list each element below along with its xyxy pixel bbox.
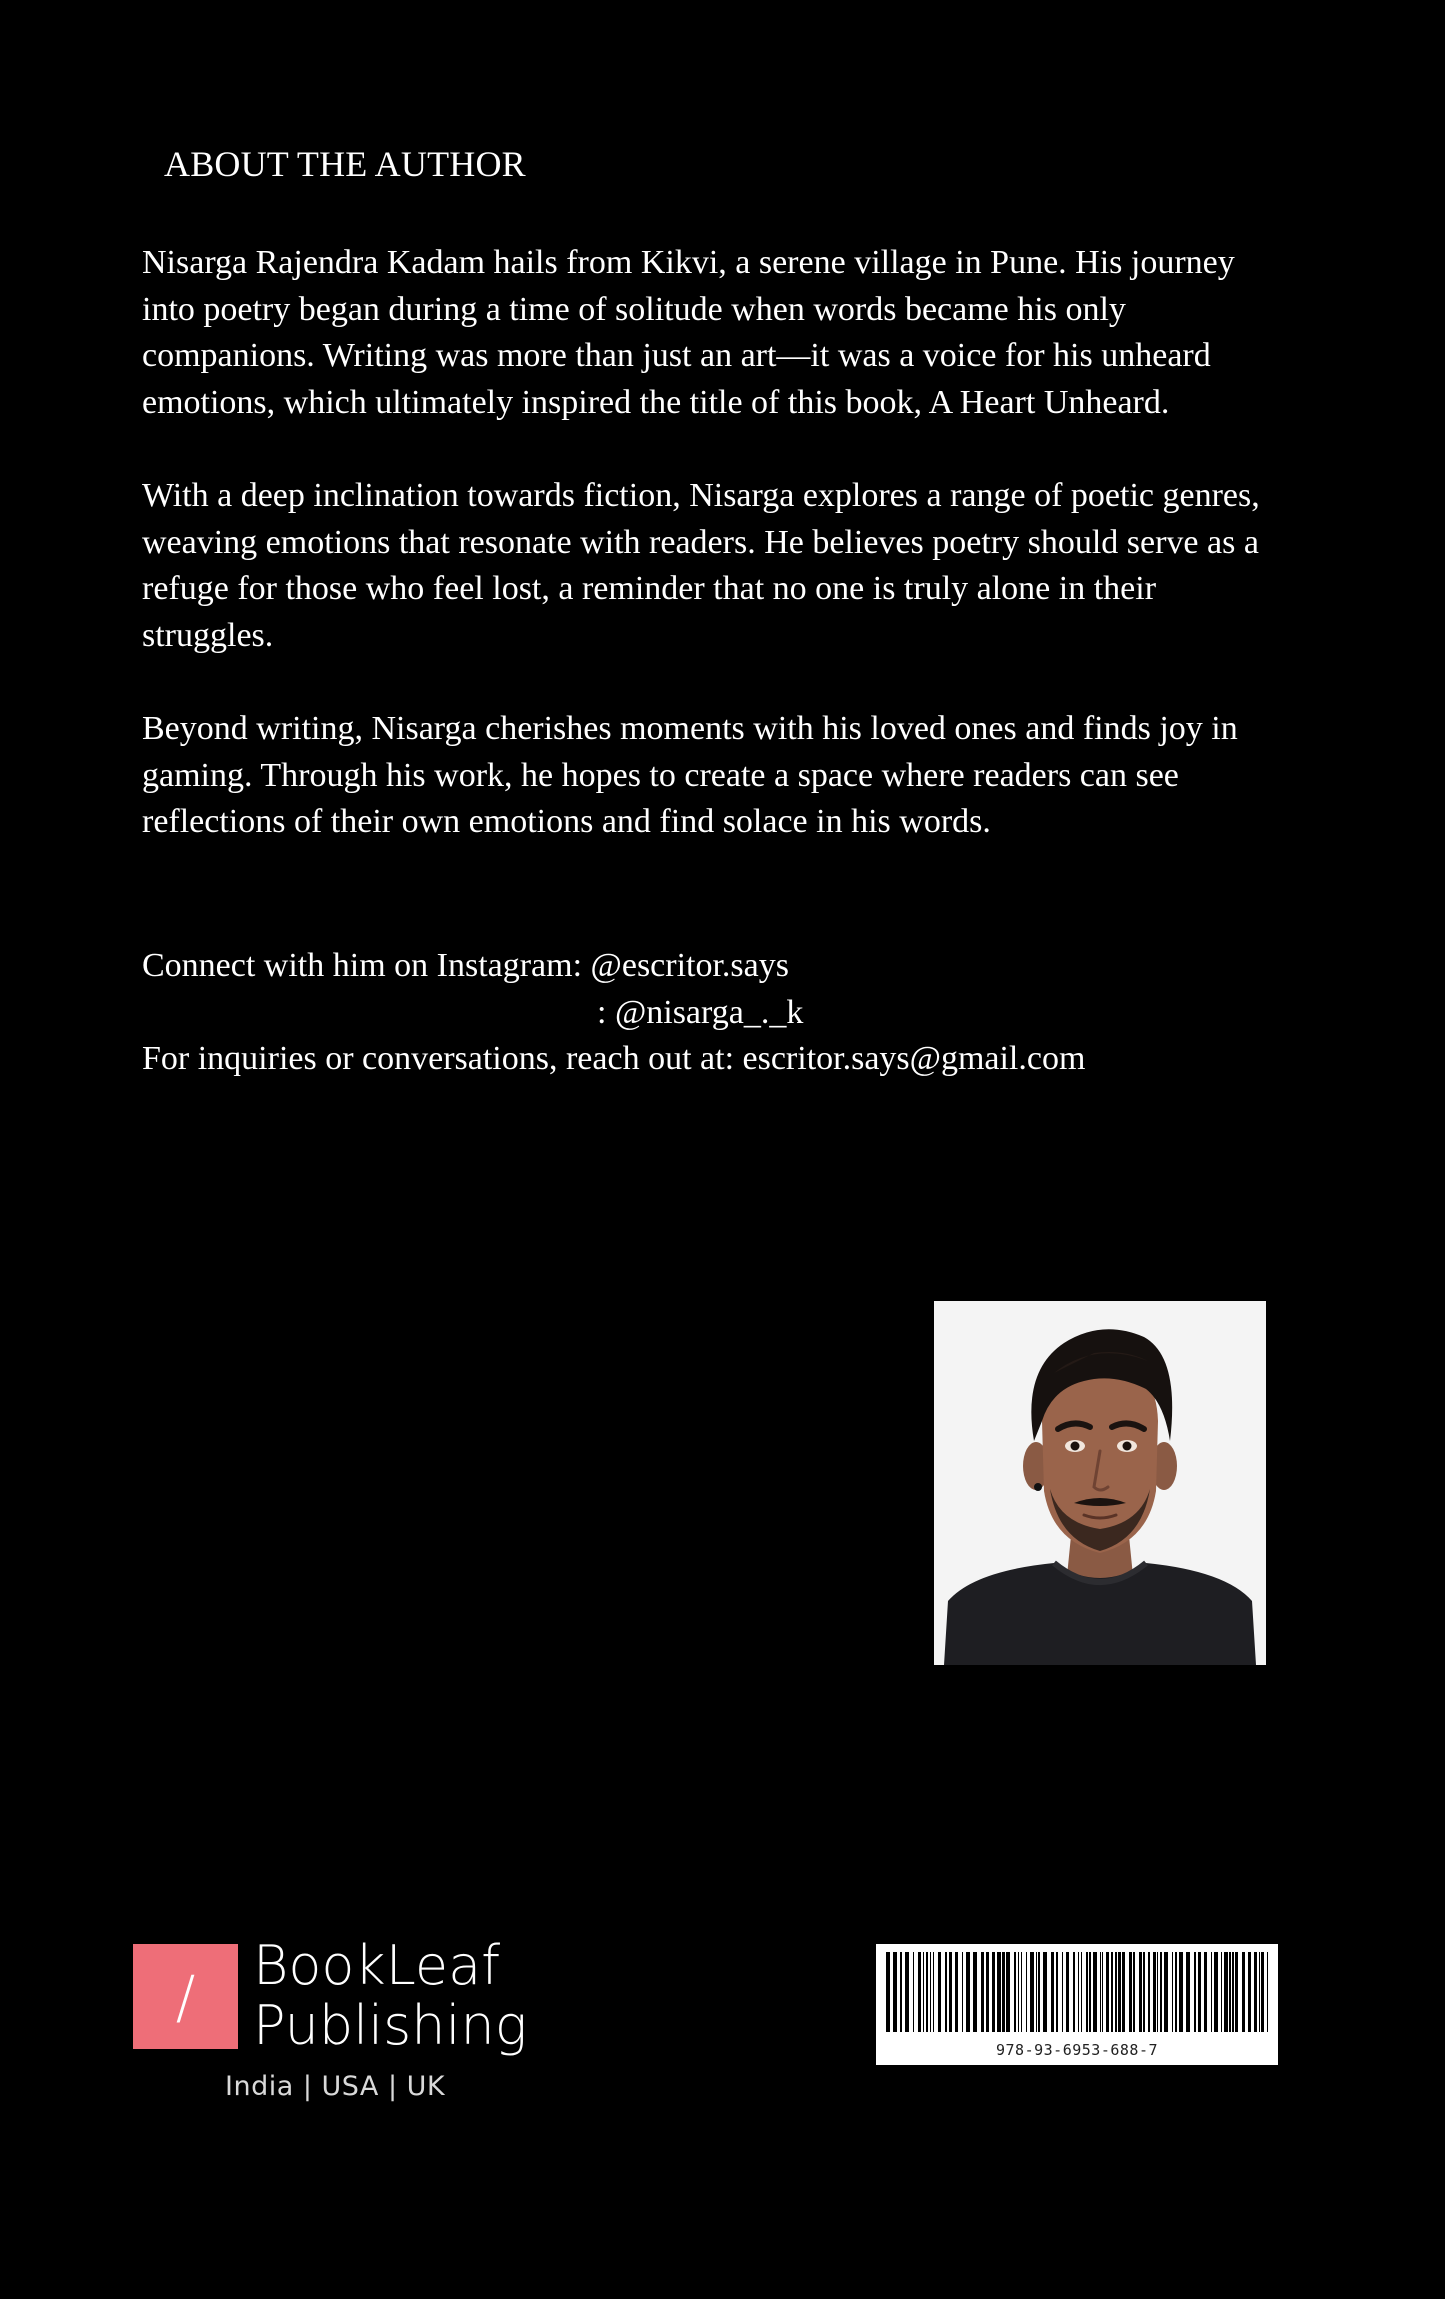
barcode-bar <box>1018 1952 1019 2032</box>
barcode-bar <box>886 1952 890 2032</box>
barcode-bar <box>1014 1952 1016 2032</box>
barcode-bar <box>1106 1952 1109 2032</box>
barcode-bar <box>962 1952 963 2032</box>
barcode-bar <box>966 1952 970 2032</box>
barcode-bar <box>1175 1952 1177 2032</box>
barcode-bar <box>1030 1952 1034 2032</box>
barcode-bar <box>1229 1952 1231 2032</box>
barcode-bar <box>973 1952 977 2032</box>
barcode-bar <box>1021 1952 1022 2032</box>
barcode-bar <box>1232 1952 1234 2032</box>
barcode-bar <box>1221 1952 1222 2032</box>
barcode-bar <box>1242 1952 1245 2032</box>
bio-paragraph-1: Nisarga Rajendra Kadam hails from Kikvi, a serene village in Pune. His journey into poetry began during a time of solitude when words became his only companions. Writing was more than just an art—it was a voice for his unheard emotions, which ultimately inspired the title of this book, A Heart Unheard. <box>142 244 1235 421</box>
barcode-bar <box>1198 1952 1201 2032</box>
barcode-bar <box>1224 1952 1228 2032</box>
publisher-name <box>253 1936 527 2056</box>
section-heading: ABOUT THE AUTHOR <box>164 144 526 184</box>
barcode-bar <box>1194 1952 1196 2032</box>
barcode-bar <box>1102 1952 1103 2032</box>
barcode-bar <box>1051 1952 1054 2032</box>
barcode-bar <box>986 1952 989 2032</box>
barcode-bar <box>1043 1952 1047 2032</box>
barcode-bar <box>1093 1952 1097 2032</box>
barcode-bar <box>1100 1952 1101 2032</box>
barcode-bar <box>1129 1952 1132 2032</box>
barcode-bar <box>1133 1952 1135 2032</box>
barcode-bar <box>1153 1952 1156 2032</box>
barcode-bar <box>1056 1952 1058 2032</box>
contact-info <box>142 943 1342 1083</box>
barcode-bar <box>1066 1952 1069 2032</box>
barcode-bar <box>1111 1952 1113 2032</box>
barcode-bar <box>949 1952 952 2032</box>
barcode-bar <box>955 1952 958 2032</box>
email-line: For inquiries or conversations, reach out at: escritor.says@gmail.com <box>142 1040 1086 1077</box>
barcode-bar <box>1002 1952 1005 2032</box>
publisher-regions: India | USA | UK <box>225 2071 446 2102</box>
barcode-bar <box>933 1952 934 2032</box>
publisher-name-line-2: Publishing <box>253 1994 528 2057</box>
barcode-bar <box>900 1952 902 2032</box>
barcode-bar <box>997 1952 1001 2032</box>
author-portrait-illustration <box>934 1301 1266 1665</box>
barcode-bar <box>1148 1952 1150 2032</box>
publisher-logo-mark: / <box>133 1944 238 2049</box>
barcode-bar <box>1214 1952 1218 2032</box>
barcode-bar <box>1062 1952 1063 2032</box>
publisher-logo <box>133 1934 533 2112</box>
bio-paragraph-3: Beyond writing, Nisarga cherishes moments with his loved ones and finds joy in gaming. Through his work, he hopes to create a space where readers can see reflections of their own emotions and find solace in his words. <box>142 710 1238 840</box>
barcode-bar <box>1036 1952 1037 2032</box>
barcode-bar <box>992 1952 995 2032</box>
barcode-bar <box>1204 1952 1207 2032</box>
author-photo <box>934 1301 1266 1665</box>
barcode-bar <box>938 1952 941 2032</box>
barcode-bar <box>1164 1952 1168 2032</box>
author-bio <box>142 240 1292 893</box>
instagram-line-secondary: : @nisarga_._k <box>597 993 804 1031</box>
barcode-bar <box>1186 1952 1190 2032</box>
isbn-number: 978-93-6953-688-7 <box>995 2041 1159 2059</box>
barcode-bar <box>893 1952 897 2032</box>
barcode-bar <box>1118 1952 1121 2032</box>
barcode-bar <box>1254 1952 1257 2032</box>
barcode-bar <box>905 1952 909 2032</box>
barcode-bar <box>1115 1952 1117 2032</box>
barcode-bar <box>1026 1952 1027 2032</box>
barcode-bar <box>1179 1952 1183 2032</box>
barcode-bar <box>923 1952 924 2032</box>
barcode-bar <box>918 1952 921 2032</box>
barcode-bar <box>1122 1952 1125 2032</box>
bio-paragraph-2: With a deep inclination towards fiction, Nisarga explores a range of poetic genres, weaving emotions that resonate with readers. He believes poetry should serve as a refuge for those who feel lost, a reminder that no one is truly alone in their struggles. <box>142 477 1260 654</box>
barcode-bar <box>1157 1952 1158 2032</box>
barcode-bar <box>1006 1952 1010 2032</box>
barcode-bar <box>1073 1952 1075 2032</box>
barcode-bar <box>1143 1952 1145 2032</box>
barcode-bar <box>930 1952 931 2032</box>
barcode-bar <box>945 1952 947 2032</box>
barcode-bar <box>1038 1952 1040 2032</box>
barcode-bar <box>1139 1952 1142 2032</box>
barcode-bar <box>1081 1952 1082 2032</box>
barcode-bar <box>1267 1952 1268 2032</box>
barcode-bar <box>926 1952 928 2032</box>
instagram-line: Connect with him on Instagram: @escritor.says <box>142 947 789 984</box>
barcode-bar <box>1235 1952 1238 2032</box>
barcode-bar <box>1211 1952 1212 2032</box>
barcode-bar <box>1259 1952 1260 2032</box>
barcode-bar <box>1261 1952 1264 2032</box>
barcode-bar <box>1160 1952 1162 2032</box>
barcode-bar <box>1089 1952 1091 2032</box>
barcode-bar <box>981 1952 984 2032</box>
barcode-bar <box>1248 1952 1251 2032</box>
barcode-bar <box>1078 1952 1079 2032</box>
barcode-bar <box>913 1952 914 2032</box>
barcode-bar <box>1086 1952 1088 2032</box>
publisher-name-line-1: BookLeaf <box>253 1934 501 1997</box>
isbn-barcode <box>876 1944 1278 2065</box>
barcode-bar <box>1172 1952 1173 2032</box>
barcode-bars <box>884 1952 1270 2032</box>
